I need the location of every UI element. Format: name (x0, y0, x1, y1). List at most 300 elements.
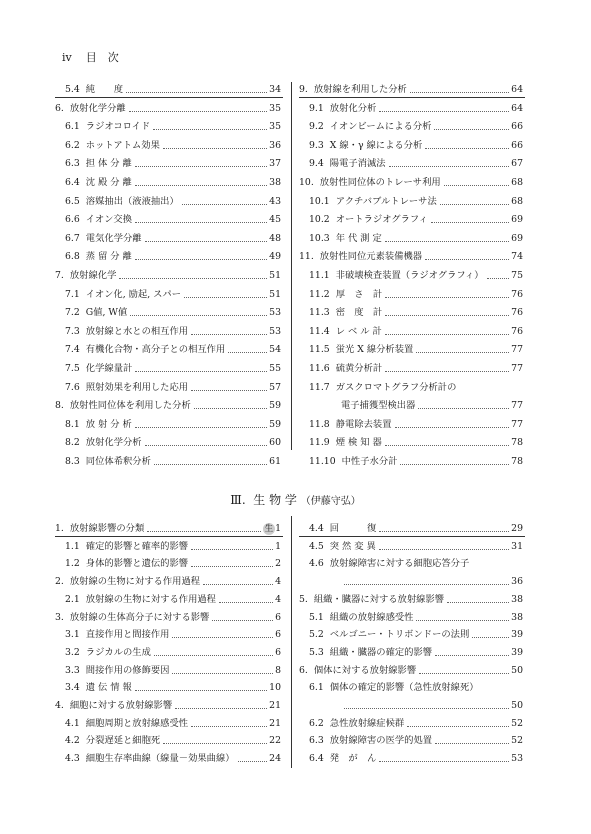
toc-entry-number: 6.3 (309, 735, 324, 747)
toc-entry-number: 5. (299, 593, 308, 605)
toc-entry[interactable] (299, 251, 523, 263)
toc-entry-page: 36 (269, 139, 281, 151)
toc-entry-page: 22 (269, 735, 281, 747)
toc-entry-number: 7.5 (65, 363, 80, 374)
leader-dots (191, 390, 267, 391)
toc-entry[interactable] (309, 437, 523, 449)
toc-entry-page: 6 (275, 611, 281, 623)
toc-entry-page: 38 (511, 593, 523, 605)
leader-dots (145, 445, 268, 446)
toc-entry[interactable] (309, 629, 523, 641)
toc-entry-page: 4 (275, 576, 281, 588)
toc-entry-number: 8.1 (65, 418, 80, 430)
toc-entry-title: 純 度 (85, 84, 123, 95)
toc-entry-number: 5.4 (65, 84, 80, 95)
toc-entry-title: 分裂遅延と細胞死 (85, 735, 161, 747)
toc-entry-page: 51 (269, 270, 281, 281)
toc-entry-title: 陽電子消滅法 (329, 158, 386, 170)
toc-entry[interactable] (55, 103, 281, 115)
toc-entry-number: 6.1 (309, 682, 324, 694)
toc-entry-page: 69 (511, 214, 523, 226)
toc-entry[interactable] (65, 289, 281, 301)
toc-entry[interactable] (309, 121, 523, 133)
toc-entry-number: 8.3 (65, 456, 80, 467)
leader-dots (126, 92, 267, 93)
toc-entry-title: 放射化学分離 (69, 102, 126, 114)
toc-entry-page: 66 (511, 121, 523, 133)
toc-entry[interactable] (65, 647, 281, 659)
leader-dots (385, 315, 509, 316)
toc-entry-number: 11.7 (309, 381, 330, 393)
toc-entry[interactable] (309, 307, 523, 319)
toc-entry[interactable] (309, 326, 523, 338)
toc-entry[interactable] (65, 682, 281, 694)
toc-entry[interactable] (299, 84, 523, 96)
toc-entry-page: 76 (511, 325, 523, 337)
leader-dots (135, 222, 267, 223)
toc-entry[interactable] (65, 214, 281, 226)
leader-dots (407, 726, 509, 727)
toc-entry-page: 10 (269, 682, 281, 694)
toc-entry[interactable] (55, 612, 281, 624)
leader-dots (163, 743, 267, 744)
toc-entry-page: 53 (269, 325, 281, 337)
toc-entry-number: 6. (55, 102, 64, 114)
toc-entry-number: 11.9 (309, 437, 330, 449)
leader-dots (379, 531, 509, 532)
toc-entry-title: 溶媒抽出（液液抽出） (85, 195, 179, 207)
toc-entry-title: 組織・臓器に対する放射線影響 (313, 593, 445, 605)
toc-entry[interactable] (309, 344, 523, 356)
toc-entry-page: 68 (511, 195, 523, 207)
toc-entry-number: 11.2 (309, 288, 330, 300)
toc-entry-title: 同位体希釈分析 (85, 456, 151, 467)
toc-entry[interactable] (55, 400, 281, 412)
toc-entry[interactable] (65, 456, 281, 468)
toc-entry-title: 放射線障害に対する細胞応答分子 (329, 558, 470, 570)
toc-entry[interactable] (65, 158, 281, 170)
toc-entry-title: 放射線の生体高分子に対する影響 (69, 611, 210, 623)
toc-entry-page: 57 (269, 381, 281, 393)
toc-entry-title: 組織・臓器の確定的影響 (329, 646, 433, 658)
toc-entry[interactable] (309, 214, 523, 226)
toc-entry-page: 34 (269, 84, 281, 95)
column-divider-top (291, 82, 292, 450)
toc-entry-number: 4. (55, 700, 64, 711)
leader-dots (154, 464, 267, 465)
toc-entry-title: 放射線障害の医学的処置 (329, 735, 433, 747)
rule-bottom-right (299, 536, 525, 537)
toc-entry[interactable] (309, 103, 523, 115)
toc-entry-page: 77 (511, 344, 523, 356)
toc-entry[interactable] (309, 541, 523, 553)
toc-entry-number: 1.2 (65, 558, 80, 570)
toc-entry-page: 77 (511, 400, 523, 412)
toc-entry-page: 52 (511, 735, 523, 747)
leader-dots (219, 602, 273, 603)
part-badge: 生 (264, 524, 274, 534)
toc-entry-number: 7.4 (65, 344, 80, 356)
toc-entry[interactable] (65, 665, 281, 677)
toc-entry[interactable] (309, 612, 523, 624)
leader-dots (379, 761, 509, 762)
toc-entry[interactable] (65, 84, 281, 96)
toc-entry-number: 3.1 (65, 629, 80, 641)
toc-entry-title: 静電除去装置 (335, 418, 392, 430)
toc-entry-number: 10.2 (309, 214, 330, 226)
toc-entry-number: 7.2 (65, 307, 80, 319)
toc-entry-number: 6.3 (65, 158, 80, 170)
leader-dots (228, 352, 267, 353)
toc-entry-continuation[interactable] (341, 700, 523, 712)
toc-entry-number: 6.8 (65, 251, 80, 263)
toc-entry[interactable] (65, 558, 281, 570)
leader-dots (172, 673, 273, 674)
toc-entry-page: 67 (511, 158, 523, 170)
toc-entry-page: 54 (269, 344, 281, 356)
toc-entry-page: 76 (511, 288, 523, 300)
toc-entry-page: 29 (511, 523, 523, 534)
toc-entry-page: 68 (511, 177, 523, 188)
leader-dots (135, 371, 267, 372)
toc-entry-number: 1.1 (65, 540, 80, 552)
toc-entry-title: 放射性同位体を利用した分析 (69, 400, 191, 412)
section-roman: Ⅲ. (230, 493, 246, 507)
toc-entry-page: 49 (269, 251, 281, 263)
leader-dots (385, 371, 509, 372)
toc-entry-title: 遺 伝 情 報 (85, 682, 132, 694)
toc-entry-page: 24 (269, 753, 281, 765)
toc-entry-number: 5.3 (309, 646, 324, 658)
column-divider-bottom (291, 516, 292, 768)
toc-entry[interactable] (309, 289, 523, 301)
toc-entry[interactable] (309, 718, 523, 730)
toc-entry-number: 8.2 (65, 437, 80, 449)
leader-dots (145, 241, 268, 242)
toc-entry[interactable] (65, 251, 281, 263)
toc-entry-title: 化学線量計 (85, 363, 133, 374)
toc-entry-page: 2 (275, 558, 281, 570)
toc-entry-title: 確定的影響と確率的影響 (85, 540, 189, 552)
toc-entry-title: 細胞生存率曲線（線量－効果曲線） (85, 753, 235, 765)
leader-dots (191, 549, 273, 550)
toc-entry-number: 11.10 (309, 456, 336, 467)
toc-entry[interactable] (65, 419, 281, 431)
toc-entry[interactable] (309, 270, 523, 282)
toc-entry-number: 7.3 (65, 325, 80, 337)
toc-entry-continuation[interactable] (341, 576, 523, 588)
toc-entry-number: 6.4 (309, 753, 324, 765)
toc-entry[interactable] (65, 177, 281, 189)
leader-dots (184, 297, 267, 298)
toc-entry-number: 6.4 (65, 177, 80, 188)
leader-dots (175, 708, 267, 709)
toc-entry-number: 11.1 (309, 270, 330, 281)
toc-entry-title: 放射線影響の分類 (69, 523, 145, 534)
toc-entry-number: 4.1 (65, 717, 80, 729)
toc-entry-number: 5.1 (309, 611, 324, 623)
toc-entry-page: 38 (511, 611, 523, 623)
toc-entry-title: 回 復 (329, 523, 377, 534)
toc-entry-title: 密 度 計 (335, 307, 383, 319)
leader-dots (416, 352, 509, 353)
leader-dots (172, 637, 273, 638)
toc-entry-page: 64 (511, 84, 523, 95)
toc-entry-title: 放射性同位元素装備機器 (319, 251, 423, 263)
toc-entry[interactable] (65, 629, 281, 641)
toc-entry[interactable] (65, 363, 281, 375)
toc-entry[interactable] (299, 665, 523, 677)
toc-entry-title: 放射線を利用した分析 (313, 84, 407, 95)
toc-entry-page: 37 (269, 158, 281, 170)
toc-entry-title: イオンビームによる分析 (329, 121, 432, 133)
rule-top-left (55, 97, 283, 98)
toc-entry-number: 4.4 (309, 523, 324, 534)
toc-entry-title: 細胞に対する放射線影響 (69, 700, 173, 711)
toc-entry[interactable] (65, 326, 281, 338)
leader-dots (419, 673, 509, 674)
rule-top-right (299, 97, 525, 98)
toc-entry[interactable] (309, 523, 523, 535)
section-title: 生 物 学 (253, 493, 297, 507)
toc-entry[interactable] (55, 700, 281, 712)
toc-entry-page: 21 (269, 717, 281, 729)
toc-entry-page: 53 (269, 307, 281, 319)
leader-dots (344, 584, 509, 585)
toc-entry[interactable] (309, 419, 523, 431)
toc-entry-number: 6.5 (65, 195, 80, 207)
toc-entry[interactable] (309, 382, 523, 394)
toc-entry-title: 非破壊検査装置（ラジオグラフィ） (335, 270, 484, 281)
toc-entry[interactable] (309, 196, 523, 208)
toc-entry-title: ラジカルの生成 (85, 646, 151, 658)
toc-entry-page: 59 (269, 418, 281, 430)
leader-dots (182, 204, 267, 205)
toc-entry-title: ホットアトム効果 (85, 139, 160, 151)
toc-entry-number: 11.5 (309, 344, 330, 356)
toc-entry[interactable] (65, 196, 281, 208)
toc-entry-page: 64 (511, 102, 523, 114)
leader-dots (379, 549, 509, 550)
toc-entry[interactable] (309, 363, 523, 375)
toc-entry-number: 4.3 (65, 753, 80, 765)
toc-entry[interactable] (55, 523, 281, 535)
toc-entry-number: 9.4 (309, 158, 324, 170)
toc-entry-number: 6.2 (309, 717, 324, 729)
toc-entry-title: 急性放射線症候群 (329, 717, 405, 729)
toc-entry[interactable] (65, 233, 281, 245)
toc-entry-title: 直接作用と間接作用 (85, 629, 170, 641)
toc-entry-title: 放射線化学 (69, 270, 117, 281)
toc-entry-number: 7.6 (65, 381, 80, 393)
toc-entry-number: 11. (299, 251, 314, 263)
toc-entry[interactable] (299, 177, 523, 189)
toc-entry[interactable] (65, 718, 281, 730)
toc-entry-title: 放射性同位体のトレーサ利用 (319, 177, 441, 188)
toc-entry-page: 45 (269, 214, 281, 226)
toc-entry-number: 10. (299, 177, 314, 188)
toc-entry-page: 74 (511, 251, 523, 263)
toc-entry[interactable] (65, 735, 281, 747)
leader-dots (147, 531, 260, 532)
toc-entry-title: 放射線と水との相互作用 (85, 325, 189, 337)
toc-entry-page: 77 (511, 418, 523, 430)
toc-entry-page: 1 (275, 540, 281, 552)
toc-entry[interactable] (65, 140, 281, 152)
toc-entry-page: 6 (275, 646, 281, 658)
toc-entry-number: 9.3 (309, 139, 324, 151)
toc-entry-title: 放射化学分析 (85, 437, 142, 449)
leader-dots (395, 427, 510, 428)
toc-entry-page: 31 (511, 540, 523, 552)
toc-entry-title: 発 が ん (329, 753, 377, 765)
toc-entry[interactable] (309, 158, 523, 170)
leader-dots (191, 726, 267, 727)
toc-entry-title: ベルゴニー・トリボンドーの法則 (329, 629, 470, 641)
section-heading (0, 491, 591, 508)
leader-dots (418, 408, 509, 409)
leader-dots (238, 761, 268, 762)
leader-dots (135, 690, 267, 691)
toc-entry-title: レ ベ ル 計 (335, 325, 382, 337)
toc-entry[interactable] (65, 541, 281, 553)
toc-entry-page: 35 (269, 121, 281, 133)
toc-entry[interactable] (309, 735, 523, 747)
leader-dots (130, 315, 267, 316)
toc-entry-title: 担 体 分 離 (85, 158, 132, 170)
leader-dots (400, 464, 509, 465)
toc-entry-number: 2.1 (65, 593, 80, 605)
toc-entry-title: 間接作用の修飾要因 (85, 664, 170, 676)
toc-entry-title: ガスクロマトグラフ分析計の (335, 381, 457, 393)
toc-entry-title: 中性子水分計 (341, 456, 398, 467)
toc-entry-page: 36 (511, 576, 523, 588)
page-header (62, 49, 119, 65)
leader-dots (163, 148, 267, 149)
toc-entry-title: 照射効果を利用した応用 (85, 381, 189, 393)
toc-entry-title: オートラジオグラフィ (335, 214, 428, 226)
toc-entry-number: 10.3 (309, 232, 330, 244)
leader-dots (191, 334, 267, 335)
toc-entry-number: 4.5 (309, 540, 324, 552)
toc-entry-number: 4.6 (309, 558, 324, 570)
leader-dots (385, 241, 509, 242)
leader-dots (444, 185, 509, 186)
toc-entry-title: 個体の確定的影響（急性放射線死） (329, 682, 479, 694)
toc-entry-number: 6.6 (65, 214, 80, 226)
toc-entry-title: 放射線の生物に対する作用過程 (69, 576, 201, 588)
leader-dots (153, 129, 267, 130)
leader-dots (135, 166, 267, 167)
toc-entry-title: 蒸 留 分 離 (85, 251, 132, 263)
leader-dots (212, 620, 273, 621)
toc-entry-page: 78 (511, 456, 523, 467)
toc-entry[interactable] (309, 456, 523, 468)
leader-dots (119, 278, 267, 279)
toc-entry[interactable] (309, 140, 523, 152)
toc-entry[interactable] (65, 594, 281, 606)
leader-dots (191, 566, 273, 567)
toc-entry-number: 6.7 (65, 232, 80, 244)
toc-entry[interactable] (309, 753, 523, 765)
leader-dots (154, 655, 273, 656)
toc-entry-title: アクチバブルトレーサ法 (335, 195, 437, 207)
leader-dots (385, 445, 509, 446)
toc-entry-number: 8. (55, 400, 64, 412)
toc-entry-number: 3. (55, 611, 64, 623)
toc-entry-page: 76 (511, 307, 523, 319)
toc-entry-title: 厚 さ 計 (335, 288, 383, 300)
toc-entry-title: 放 射 分 析 (85, 418, 132, 430)
leader-dots (135, 185, 267, 186)
toc-entry[interactable] (65, 121, 281, 133)
leader-dots (385, 297, 509, 298)
toc-entry-page: 60 (269, 437, 281, 449)
leader-dots (410, 92, 509, 93)
toc-entry-page: 39 (511, 629, 523, 641)
toc-entry-page: 50 (511, 664, 523, 676)
leader-dots (425, 148, 509, 149)
toc-entry-number: 11.6 (309, 363, 330, 374)
toc-entry-title: 放射線の生物に対する作用過程 (85, 593, 216, 605)
toc-entry-title: 電子捕獲型検出器 (341, 400, 416, 412)
toc-entry[interactable] (65, 382, 281, 394)
toc-entry-title: 細胞周期と放射線感受性 (85, 717, 189, 729)
toc-entry-number: 6.2 (65, 139, 80, 151)
leader-dots (194, 408, 267, 409)
toc-entry-number: 3.4 (65, 682, 80, 694)
toc-entry[interactable] (309, 647, 523, 659)
toc-entry[interactable] (55, 270, 281, 282)
toc-entry[interactable] (55, 576, 281, 588)
toc-entry-page: 4 (275, 593, 281, 605)
leader-dots (434, 129, 509, 130)
leader-dots (379, 111, 509, 112)
toc-entry-number: 3.2 (65, 646, 80, 658)
toc-entry-title: 組織の放射線感受性 (329, 611, 414, 623)
toc-entry[interactable] (65, 307, 281, 319)
toc-entry-page: 78 (511, 437, 523, 449)
toc-entry-page: 51 (269, 288, 281, 300)
toc-entry[interactable] (65, 437, 281, 449)
toc-entry-title: G値, W値 (85, 307, 128, 319)
toc-entry-page: 43 (269, 195, 281, 207)
toc-entry-continuation[interactable] (341, 400, 523, 412)
toc-entry-number: 3.3 (65, 664, 80, 676)
leader-dots (416, 620, 509, 621)
toc-entry-number: 1. (55, 523, 64, 534)
toc-entry[interactable] (309, 682, 523, 694)
toc-entry-number: 10.1 (309, 195, 330, 207)
toc-entry-number: 4.2 (65, 735, 80, 747)
leader-dots (425, 259, 509, 260)
toc-entry[interactable] (309, 233, 523, 245)
leader-dots (135, 259, 267, 260)
toc-entry-number: 6. (299, 664, 308, 676)
toc-entry-page: 21 (269, 700, 281, 711)
toc-entry-title: 年 代 測 定 (335, 232, 382, 244)
toc-entry-page: 75 (511, 270, 523, 281)
toc-entry[interactable] (309, 558, 523, 570)
toc-entry-title: 突 然 変 異 (329, 540, 376, 552)
toc-entry-title: 個体に対する放射線影響 (313, 664, 417, 676)
toc-entry[interactable] (65, 344, 281, 356)
toc-entry[interactable] (299, 594, 523, 606)
toc-entry-page: 39 (511, 646, 523, 658)
toc-entry-page: 55 (269, 363, 281, 374)
toc-entry-number: 11.3 (309, 307, 330, 319)
toc-entry[interactable] (65, 753, 281, 765)
